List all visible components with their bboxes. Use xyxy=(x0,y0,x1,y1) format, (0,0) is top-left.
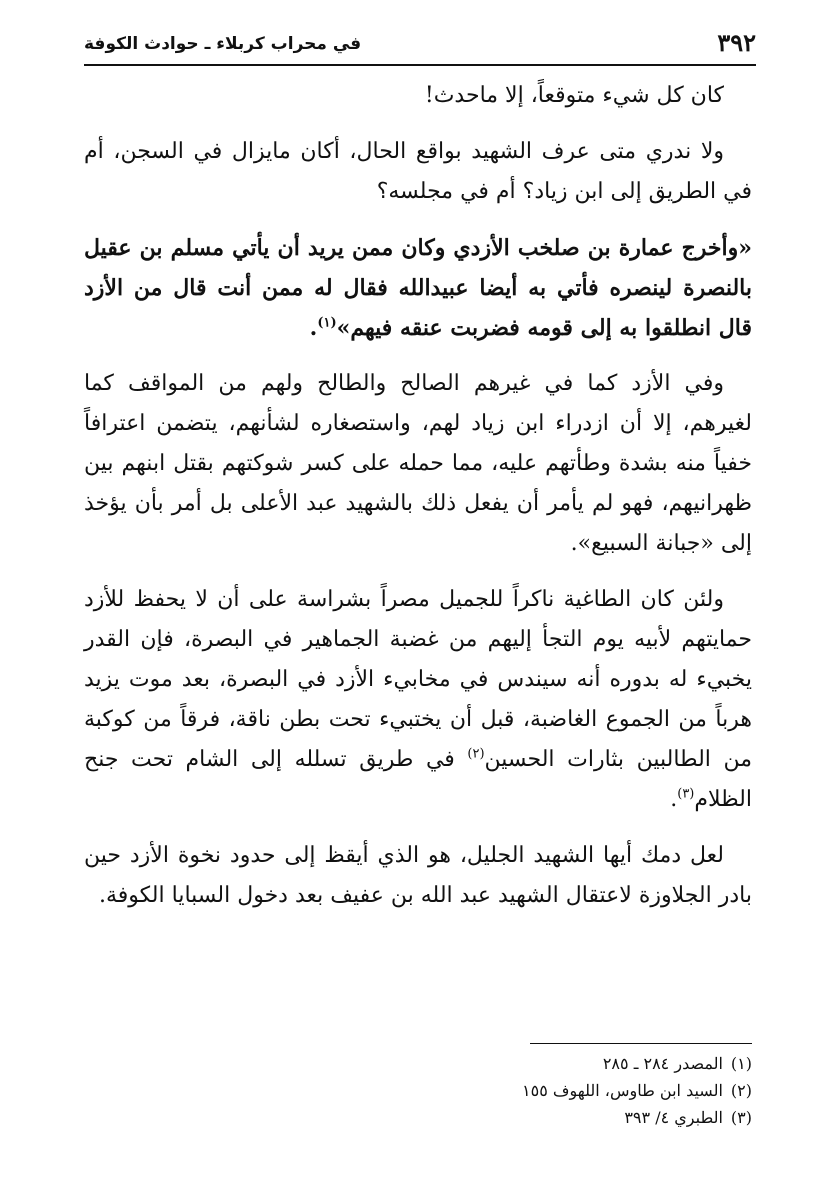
page-number: ٣٩٢ xyxy=(717,28,756,57)
sentence-end: . xyxy=(309,315,318,341)
footnotes xyxy=(84,1050,752,1131)
footnote-2 xyxy=(84,1077,752,1104)
paragraph-5 xyxy=(84,580,752,820)
quotation-text: «وأخرج عمارة بن صلخب الأزدي وكان ممن يريد أن يأتي مسلم بن عقيل بالنصرة لينصره فأتي به أيضا عبيدالله فقال له ممن أنت قال من الأزد قال انطلقوا به إلى قومه فضربت عنقه فيهم» xyxy=(84,235,752,341)
footnote-number: (٣) xyxy=(730,1108,752,1127)
paragraph-2 xyxy=(84,132,752,212)
paragraph-4 xyxy=(84,364,752,564)
paragraph-text: لعل دمك أيها الشهيد الجليل، هو الذي أيقظ إلى حدود نخوة الأزد حين بادر الجلاوزة لاعتقال الشهيد عبد الله بن عفيف بعد دخول السبايا الكوفة. xyxy=(84,843,752,908)
paragraph-text: كان كل شيء متوقعاً، إلا ماحدث! xyxy=(424,83,724,108)
footnote-number: (٢) xyxy=(730,1081,752,1100)
main-text xyxy=(84,76,752,932)
footnote-text: السيد ابن طاوس، اللهوف ١٥٥ xyxy=(522,1081,723,1100)
footnote-text: الطبري ٤/ ٣٩٣ xyxy=(624,1108,723,1127)
footnote-ref-1[interactable]: (١) xyxy=(317,315,337,331)
footnote-number: (١) xyxy=(730,1054,752,1073)
paragraph-text: وفي الأزد كما في غيرهم الصالح والطالح ولهم من المواقف كما لغيرهم، إلا أن ازدراء ابن زياد لهم، واستصغاره لشأنهم، يتضمن اعترافاً خفياً منه بشدة وطأتهم عليه، مما حمله على كسر شوكتهم بقتل ابنهم بين ظهرانيهم، فهو لم يأمر أن يفعل ذلك بالشهيد عبد الأعلى بل أمر بأن يؤخذ إلى «جبانة السبيع». xyxy=(84,371,752,556)
header-divider xyxy=(84,64,756,66)
paragraph-text: ولئن كان الطاغية ناكراً للجميل مصراً بشراسة على أن لا يحفظ للأزد حمايتهم لأبيه يوم التجأ إليهم من غضبة الجماهير في البصرة، فإن القدر يخبيء له بدوره أنه سيندس في مخابيء الأزد في البصرة، بعد موت يزيد هرباً من الجموع الغاضبة، قبل أن يختبيء تحت بطن ناقة، فرقاً من كوكبة من الطالبين بثارات الحسين xyxy=(84,587,752,772)
footnote-3 xyxy=(84,1104,752,1131)
paragraph-1 xyxy=(84,76,752,116)
paragraph-text: في طريق تسلله إلى الشام تحت جنح الظلام xyxy=(84,747,752,812)
paragraph-text: ولا ندري متى عرف الشهيد بواقع الحال، أكان مايزال في السجن، أم في الطريق إلى ابن زياد؟ أم في مجلسه؟ xyxy=(84,139,752,204)
footnote-divider xyxy=(530,1043,752,1044)
footnote-1 xyxy=(84,1050,752,1077)
page-header xyxy=(84,28,756,62)
footnote-ref-2[interactable]: (٢) xyxy=(467,746,485,762)
footnote-text: المصدر ٢٨٤ ـ ٢٨٥ xyxy=(602,1054,723,1073)
footnote-ref-3[interactable]: (٣) xyxy=(677,786,695,802)
running-title: في محراب كربلاء ـ حوادث الكوفة xyxy=(84,34,362,54)
paragraph-6 xyxy=(84,836,752,916)
quotation-paragraph xyxy=(84,228,752,348)
sentence-end: . xyxy=(670,787,678,812)
